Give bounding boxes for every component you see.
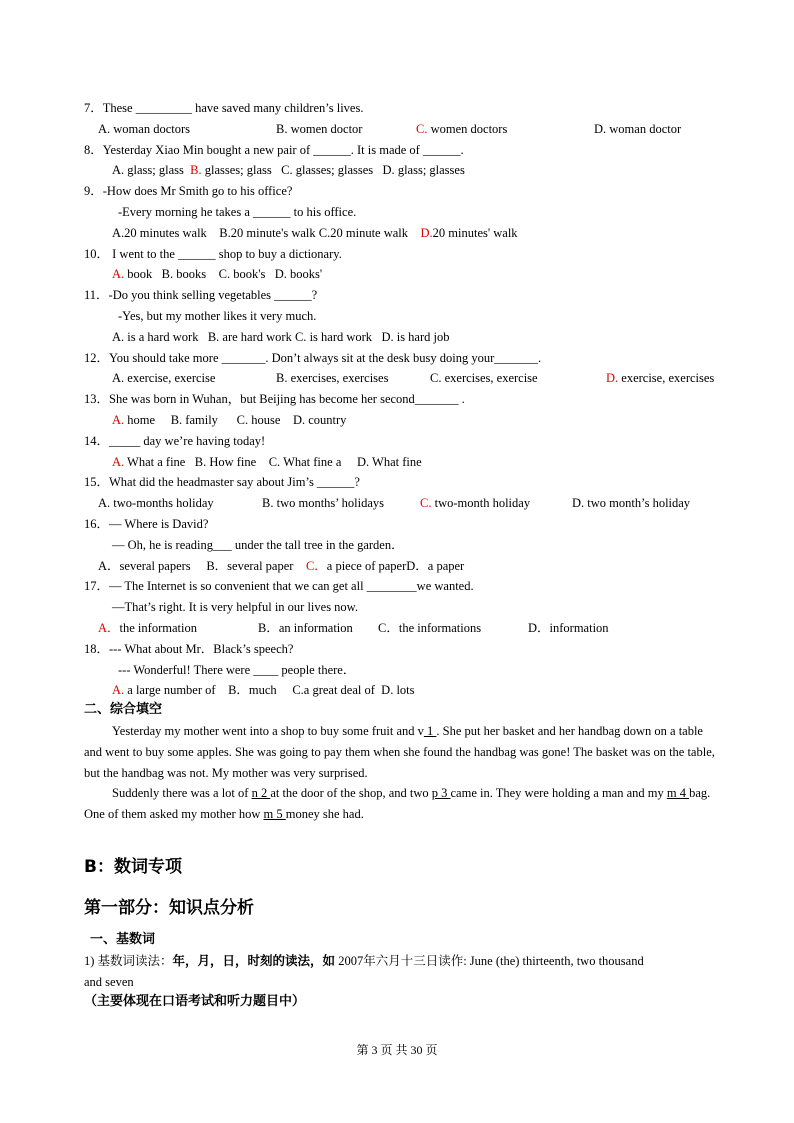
q15-option-b: B. two months’ holidays [262, 496, 384, 510]
cardinal-heading: 一、基数词 [90, 932, 156, 947]
passage-paragraph-2: Suddenly there was a lot of n 2 at the door of the shop, and two p 3 came in. They were holding a man and my m 4 bag. One of them asked my mother how m 5 money she had. [84, 786, 711, 821]
blank-2[interactable]: n 2 [251, 786, 271, 800]
q9-sub: -Every morning he takes a ______ to his office. [118, 205, 357, 219]
q17-option-d: D．information [528, 621, 609, 635]
part-1-heading: 第一部分：知识点分析 [84, 898, 254, 918]
question-18-stem: 18．--- What about Mr．Black’s speech? [84, 642, 294, 656]
q7-option-d: D. woman doctor [594, 122, 682, 136]
question-12-stem: 12．You should take more _______. Don’t always sit at the desk busy doing your_______. [84, 351, 542, 365]
blank-5[interactable]: m 5 [263, 806, 286, 821]
q12-option-d: D. exercise, exercises [606, 371, 715, 385]
q7-option-c: C. women doctors [416, 122, 508, 136]
passage-paragraph-1: Yesterday my mother went into a shop to buy some fruit and v 1 . She put her basket and her handbag down on a table and went to buy some apples. She was going to pay them when she found the handbag was gone! The basket was on the table, but the handbag was not. My mother was very surprised. [84, 724, 715, 780]
q13-options: A. home B. family C. house D. country [112, 413, 347, 427]
q11-options: A. is a hard work B. are hard work C. is hard work D. is hard job [112, 330, 450, 344]
question-13-stem: 13．She was born in Wuhan，but Beijing has become her second_______ . [84, 392, 465, 406]
question-10-stem: 10． I went to the ______ shop to buy a dictionary. [84, 247, 342, 261]
question-17-stem: 17．— The Internet is so convenient that we can get all ________we wanted. [84, 579, 474, 593]
q9-options: A.20 minutes walk B.20 minute's walk C.20 minute walk D.20 minutes' walk [112, 226, 518, 240]
q10-options: A. book B. books C. book's D. books' [112, 267, 323, 281]
question-9-stem: 9．-How does Mr Smith go to his office? [84, 184, 293, 198]
question-15-stem: 15．What did the headmaster say about Jim’s ______? [84, 475, 360, 489]
note: （主要体现在口语考试和听力题目中） [84, 994, 306, 1009]
question-11-stem: 11．-Do you think selling vegetables ______? [84, 288, 318, 302]
section-2-title: 二、综合填空 [84, 702, 163, 717]
q15-option-c: C. two-month holiday [420, 496, 531, 510]
q16-sub: — Oh, he is reading___ under the tall tree in the garden． [112, 538, 404, 552]
question-7-stem: 7．These _________ have saved many children’s lives. [84, 101, 364, 115]
q12-option-c: C. exercises, exercise [430, 371, 538, 385]
rule-1: 1) 基数词读法：年，月，日，时刻的读法，如 2007年六月十三日读作: June (the) thirteenth, two thousand [84, 953, 644, 968]
q12-option-a: A. exercise, exercise [112, 371, 216, 385]
question-14-stem: 14．_____ day we’re having today! [84, 434, 266, 448]
section-b-heading: B：数词专项 [84, 857, 182, 877]
q14-options: A. What a fine B. How fine C. What fine a D. What fine [112, 455, 422, 469]
q17-sub: —That’s right. It is very helpful in our lives now. [112, 600, 359, 614]
q18-options: A. a large number of B．much C.a great deal of D. lots [112, 683, 415, 697]
q15-option-d: D. two month’s holiday [572, 496, 691, 510]
blank-1[interactable]: 1 [423, 724, 437, 738]
q7-option-a: A. woman doctors [98, 122, 191, 136]
q15-option-a: A. two-months holiday [98, 496, 214, 510]
blank-4[interactable]: m 4 [666, 786, 690, 800]
q17-option-b: B．an information [258, 621, 353, 635]
q18-sub: --- Wonderful! There were ____ people there． [118, 663, 356, 677]
q17-option-c: C．the informations [378, 621, 482, 635]
q16-options: A．several papers B．several paper C．a piece of paperD．a paper [98, 559, 465, 573]
q8-options: A. glass; glass B. glasses; glass C. glasses; glasses D. glass; glasses [112, 163, 465, 177]
q12-option-b: B. exercises, exercises [276, 371, 389, 385]
question-16-stem: 16．— Where is David? [84, 517, 209, 531]
blank-3[interactable]: p 3 [431, 786, 451, 800]
q11-sub: -Yes, but my mother likes it very much. [118, 309, 317, 323]
q17-option-a: A．the information [98, 621, 197, 635]
question-8-stem: 8．Yesterday Xiao Min bought a new pair of ______. It is made of ______. [84, 143, 464, 157]
page-footer: 第 3 页 共 30 页 [356, 1043, 438, 1057]
q7-option-b: B. women doctor [276, 122, 363, 136]
rule-1-cont: and seven [84, 975, 134, 989]
